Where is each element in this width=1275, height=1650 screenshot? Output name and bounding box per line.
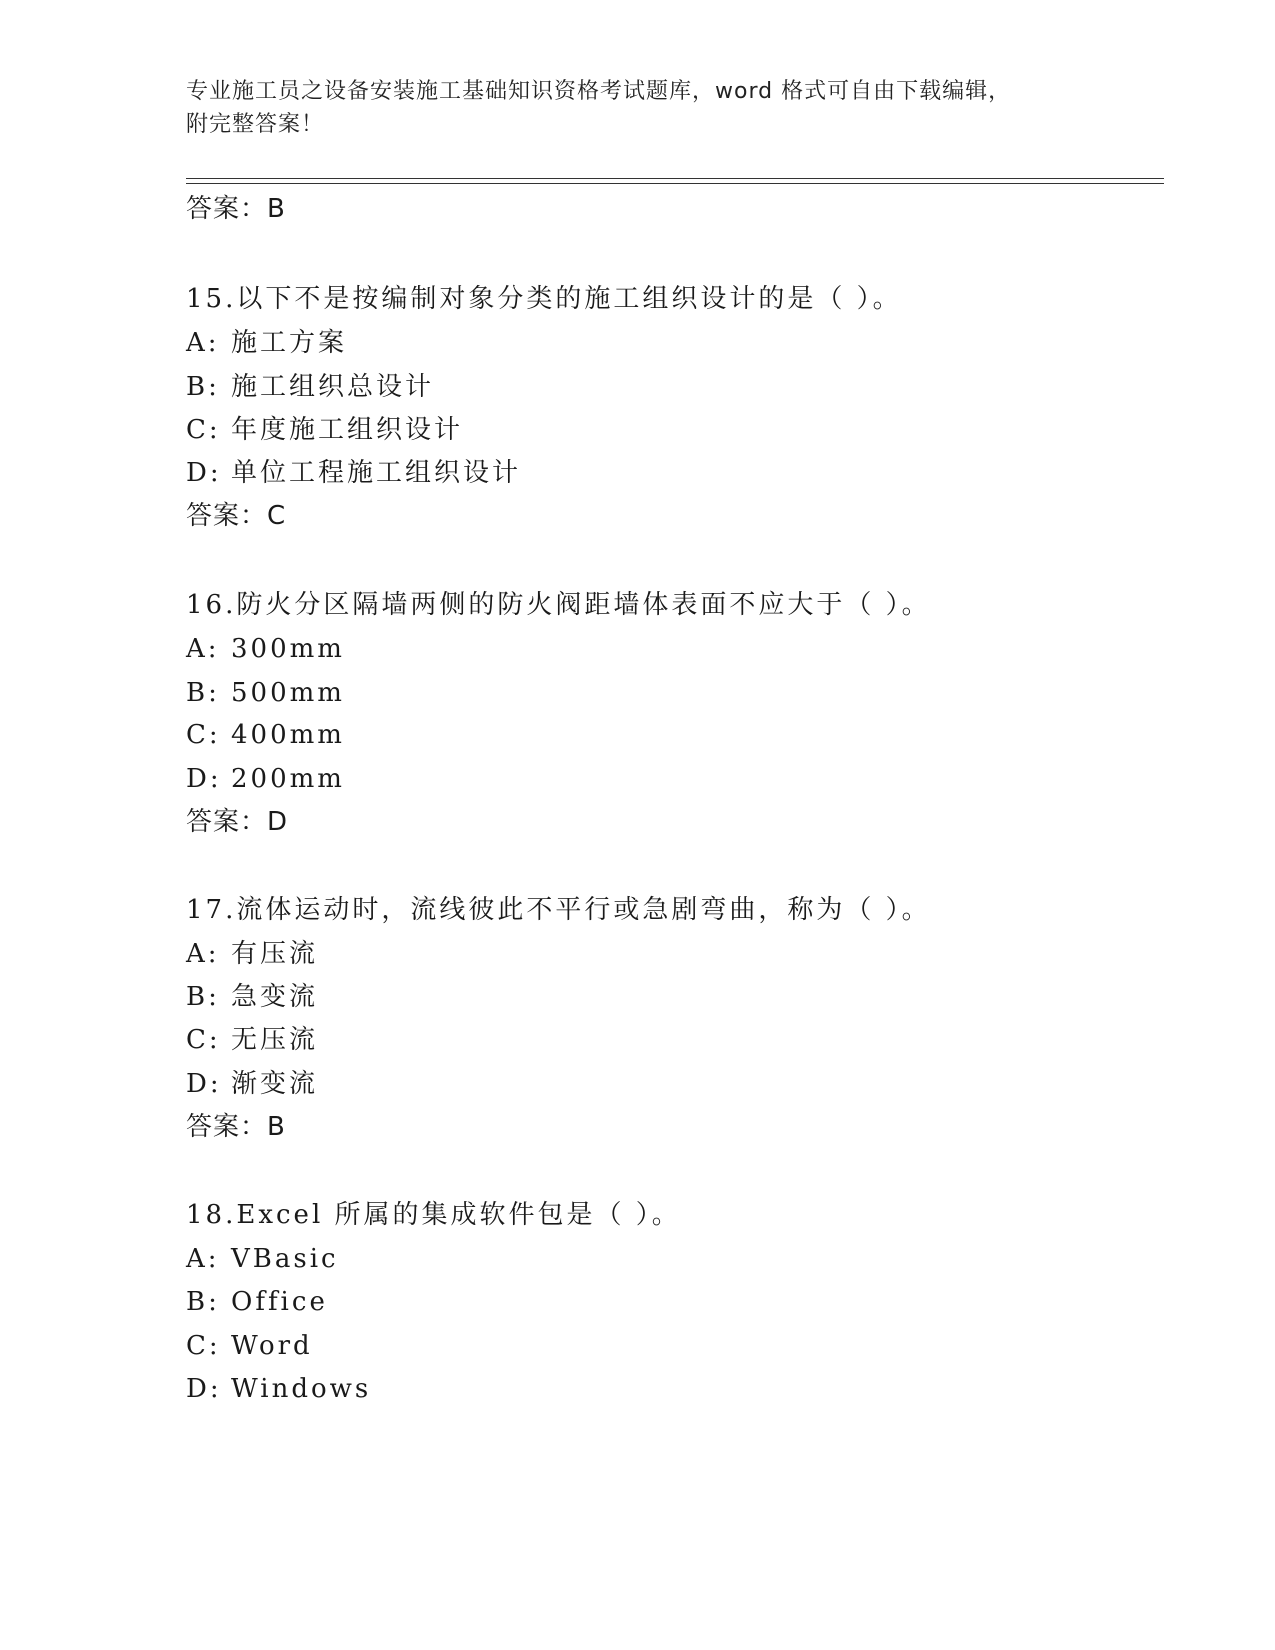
option-text: 无压流 [231, 1025, 319, 1055]
option-text: Windows [231, 1374, 372, 1404]
option-text: 500mm [231, 678, 345, 708]
option-key: D: [186, 458, 222, 488]
option-a [186, 632, 345, 666]
answer-line: 答案：D [186, 807, 289, 837]
option-key: A: [186, 328, 220, 358]
option-key: C: [186, 1025, 221, 1055]
option-text: 单位工程施工组织设计 [231, 458, 522, 488]
option-key: B: [186, 372, 220, 402]
question-stem-16: 16.防火分区隔墙两侧的防火阀距墙体表面不应大于（ ）。 [186, 590, 931, 620]
option-text: Office [231, 1287, 328, 1317]
option-d [186, 456, 521, 490]
option-d [186, 1067, 318, 1101]
option-text: 400mm [231, 720, 345, 750]
option-key: C: [186, 1331, 221, 1361]
option-text: 200mm [231, 764, 345, 794]
option-text: Word [231, 1331, 313, 1361]
answer-line: 答案：B [186, 1112, 286, 1142]
option-key: C: [186, 720, 221, 750]
option-text: 施工组织总设计 [231, 372, 435, 402]
option-text: 施工方案 [231, 328, 348, 358]
question-stem-17: 17.流体运动时，流线彼此不平行或急剧弯曲，称为（ ）。 [186, 895, 931, 925]
question-stem-18: 18.Excel 所属的集成软件包是（ ）。 [186, 1200, 681, 1230]
option-a [186, 326, 347, 360]
option-a [186, 937, 318, 971]
option-c [186, 413, 463, 447]
answer-line: 答案：C [186, 501, 287, 531]
header-line-1: 专业施工员之设备安装施工基础知识资格考试题库，word 格式可自由下载编辑， [186, 79, 1012, 104]
option-c [186, 1023, 318, 1057]
option-key: A: [186, 1244, 220, 1274]
header-double-rule [186, 178, 1164, 184]
option-text: 急变流 [231, 982, 319, 1012]
option-key: D: [186, 1374, 222, 1404]
document-header [186, 75, 1086, 141]
option-key: A: [186, 939, 220, 969]
option-b [186, 370, 434, 404]
option-text: 300mm [231, 634, 345, 664]
option-key: D: [186, 1069, 222, 1099]
option-key: C: [186, 415, 221, 445]
option-text: 年度施工组织设计 [231, 415, 464, 445]
option-text: 有压流 [231, 939, 319, 969]
option-b [186, 1285, 328, 1319]
option-d [186, 1372, 371, 1406]
option-text: VBasic [231, 1244, 339, 1274]
option-c [186, 1329, 313, 1363]
header-line-2: 附完整答案！ [186, 112, 325, 137]
option-a [186, 1242, 339, 1276]
option-key: A: [186, 634, 220, 664]
answer-line: 答案：B [186, 194, 286, 224]
option-c [186, 718, 345, 752]
option-d [186, 762, 345, 796]
option-key: B: [186, 1287, 220, 1317]
option-text: 渐变流 [231, 1069, 319, 1099]
option-b [186, 676, 345, 710]
option-b [186, 980, 318, 1014]
option-key: B: [186, 982, 220, 1012]
question-stem-15: 15.以下不是按编制对象分类的施工组织设计的是（ ）。 [186, 284, 902, 314]
option-key: B: [186, 678, 220, 708]
option-key: D: [186, 764, 222, 794]
